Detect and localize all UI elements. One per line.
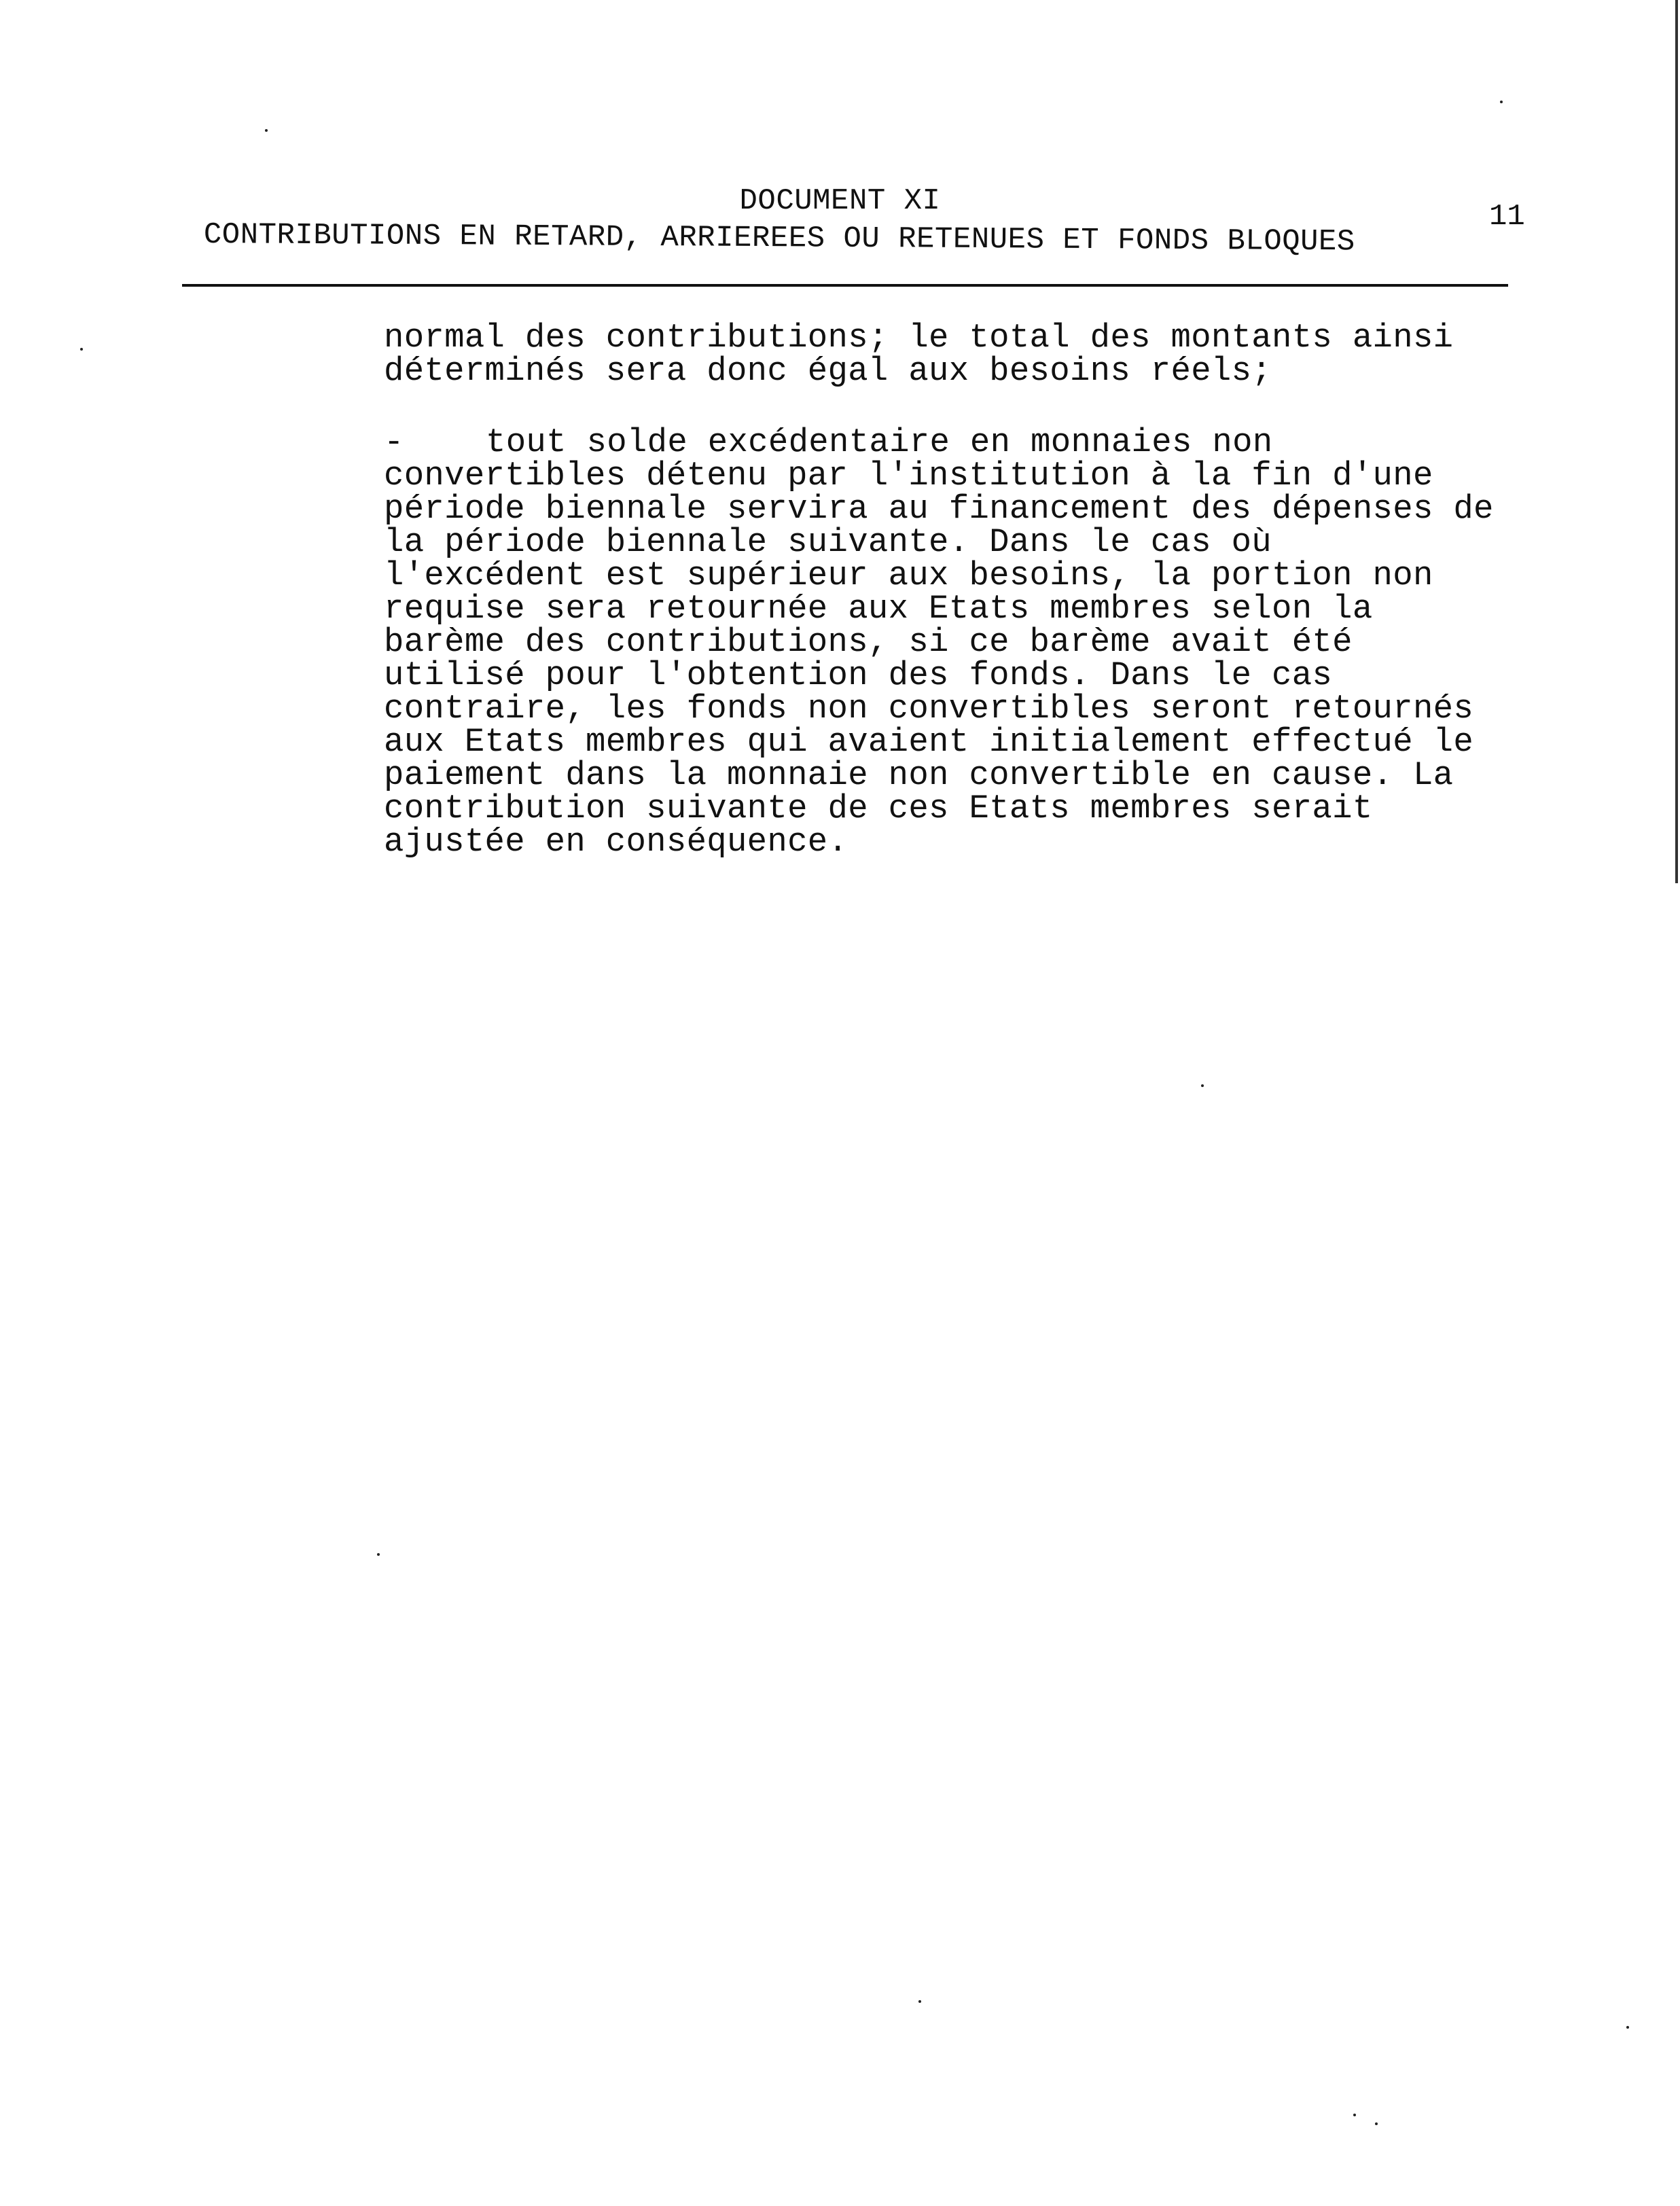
bullet-dash: - [384,423,404,461]
text-line: requise sera retournée aux Etats membres selon la [384,590,1373,628]
scan-speck [1375,2122,1378,2125]
header-rule [182,284,1508,287]
text-line: paiement dans la monnaie non convertible en cause. La [384,756,1454,794]
text-line: normal des contributions; le total des montants ainsi [384,319,1454,357]
scan-speck [1201,1084,1204,1087]
text-line: convertibles détenu par l'institution à la fin d'une [384,457,1433,495]
document-subtitle: CONTRIBUTIONS EN RETARD, ARRIEREES OU RETENUES ET FONDS BLOQUES [203,217,1355,260]
scan-speck [1626,2026,1629,2029]
bullet-paragraph [384,423,1532,861]
bullet-first-line: tout solde excédentaire en monnaies non [486,423,1273,461]
page-number: 11 [1489,200,1525,234]
scan-speck [918,2000,921,2003]
text-line: barème des contributions, si ce barème avait été [384,623,1353,661]
text-line [384,423,1532,461]
scan-edge-shadow [1675,0,1678,883]
scan-speck [80,348,83,351]
scan-speck [265,129,268,132]
scan-speck [377,1553,380,1556]
document-title: DOCUMENT XI [739,184,941,218]
text-line: contraire, les fonds non convertibles seront retournés [384,690,1474,728]
scan-speck [1353,2114,1356,2116]
text-line: période biennale servira au financement des dépenses de [384,490,1494,528]
text-line: ajustée en conséquence. [384,823,848,861]
text-line: aux Etats membres qui avaient initialement effectué le [384,723,1474,761]
text-line: contribution suivante de ces Etats membres serait [384,789,1373,828]
scan-speck [1500,101,1503,103]
paragraph-continuation [384,321,1532,388]
text-line: déterminés sera donc égal aux besoins réels; [384,352,1272,390]
text-line: la période biennale suivante. Dans le cas où [384,523,1272,561]
text-line: l'excédent est supérieur aux besoins, la portion non [384,556,1433,594]
text-line: utilisé pour l'obtention des fonds. Dans le cas [384,656,1333,694]
